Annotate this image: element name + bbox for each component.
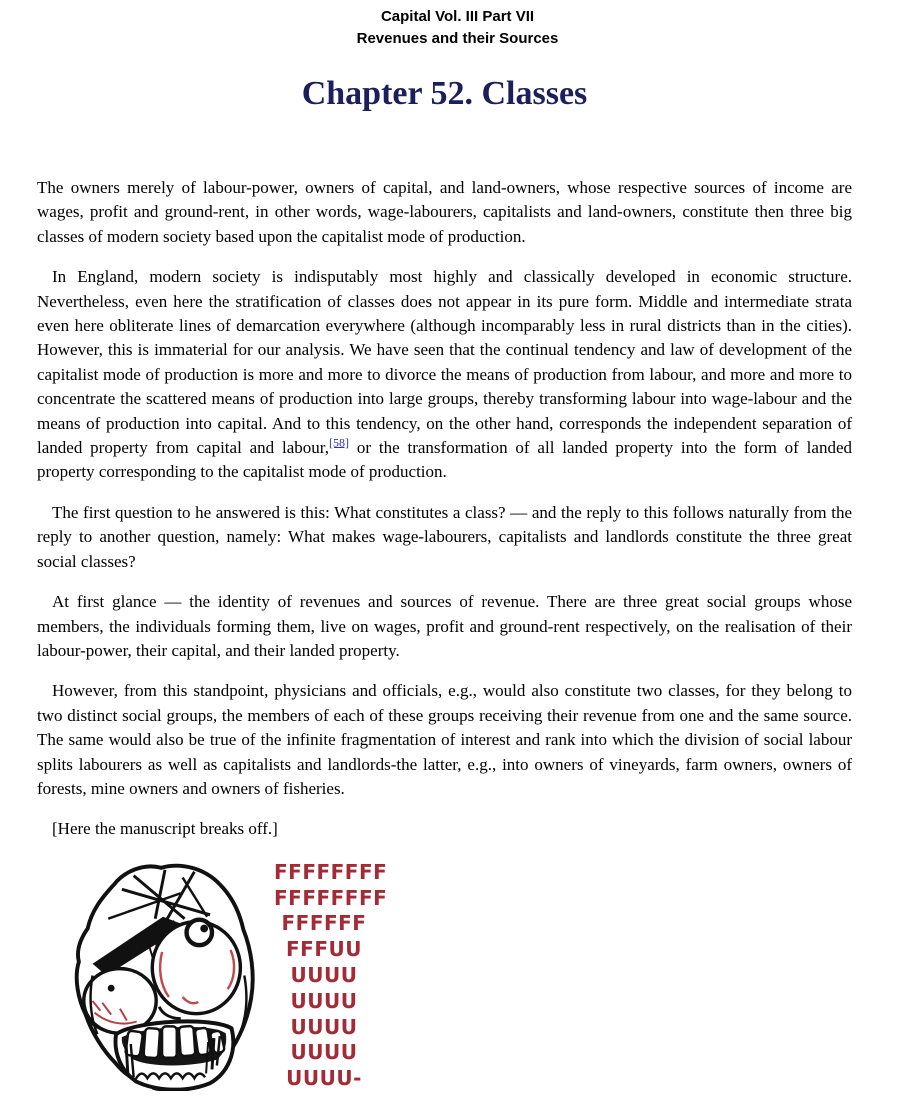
- paragraph-4: At first glance — the identity of revenues and sources of revenue. There are three great social groups whose members, the individuals forming them, live on wages, profit and ground-rent respectively, on the realisation of their labour-power, their capital, and their landed property.: [37, 592, 852, 660]
- paragraph-2-post: or the transformation of all landed property into the form of landed property corresponding to the capitalist mode of production.: [37, 438, 852, 482]
- meme-text-line: FFFFFF: [281, 911, 367, 936]
- paragraph-2-pre: In England, modern society is indisputably most highly and classically developed in economic structure. Nevertheless, even here the stratification of classes does not appear in its pure form. Middle and intermediate strata even here obliterate lines of demarcation everywhere (although incomparably less in rural districts than in the cities). However, this is immaterial for our analysis. We have seen that the continual tendency and law of development of the capitalist mode of production is more and more to divorce the means of production from labour, and more and more to concentrate the scattered means of production into large groups, thereby transforming labour into wage-labour and the means of production into capital. And to this tendency, on the other hand, corresponds the independent separation of landed property from capital and labour,: [37, 267, 852, 458]
- header-part-line: Revenues and their Sources: [356, 30, 559, 47]
- meme-text-line: UUUU: [290, 1040, 358, 1065]
- meme-text-line: FFFFFFFF: [274, 885, 388, 910]
- chapter-title: Chapter 52. Classes: [301, 75, 588, 112]
- body-text: [37, 176, 852, 842]
- meme-text-line: UUUU: [290, 1014, 358, 1039]
- rage-face-drawing: [63, 858, 268, 1091]
- meme-text-line: FFFFFFFF: [274, 859, 388, 884]
- content-area: [0, 74, 915, 1092]
- meme-text-line: FFFUU: [286, 937, 362, 962]
- meme-text-line: UUUU-: [286, 1066, 362, 1091]
- page-header: [0, 0, 915, 50]
- paragraph-3: The first question to he answered is this: What constitutes a class? — and the reply to this follows naturally from the reply to another question, namely: What makes wage-labourers, capitalists and landlords constitute the three great social classes?: [37, 502, 852, 571]
- rage-meme-image: [63, 858, 852, 1092]
- meme-text-line: UUUU: [290, 962, 358, 987]
- header-volume-line: Capital Vol. III Part VII: [380, 8, 535, 25]
- meme-text: [274, 859, 388, 1092]
- footnote-58-link[interactable]: [58]: [329, 435, 350, 450]
- manuscript-note: [Here the manuscript breaks off.]: [52, 819, 278, 839]
- meme-text-line: UUUU: [290, 988, 358, 1013]
- paragraph-1: The owners merely of labour-power, owners of capital, and land-owners, whose respective sources of income are wages, profit and ground-rent, in other words, wage-labourers, capitalists and land-owners, constitute then three big classes of modern society based upon the capitalist mode of production.: [37, 178, 852, 246]
- paragraph-2: [37, 265, 852, 485]
- paragraph-5: However, from this standpoint, physicians and officials, e.g., would also constitute two classes, for they belong to two distinct social groups, the members of each of these groups receiving their revenue from one and the same source. The same would also be true of the infinite fragmentation of interest and rank into which the division of social labour splits labourers as well as capitalists and landlords-the latter, e.g., into owners of vineyards, farm owners, owners of forests, mine owners and owners of fisheries.: [37, 681, 852, 798]
